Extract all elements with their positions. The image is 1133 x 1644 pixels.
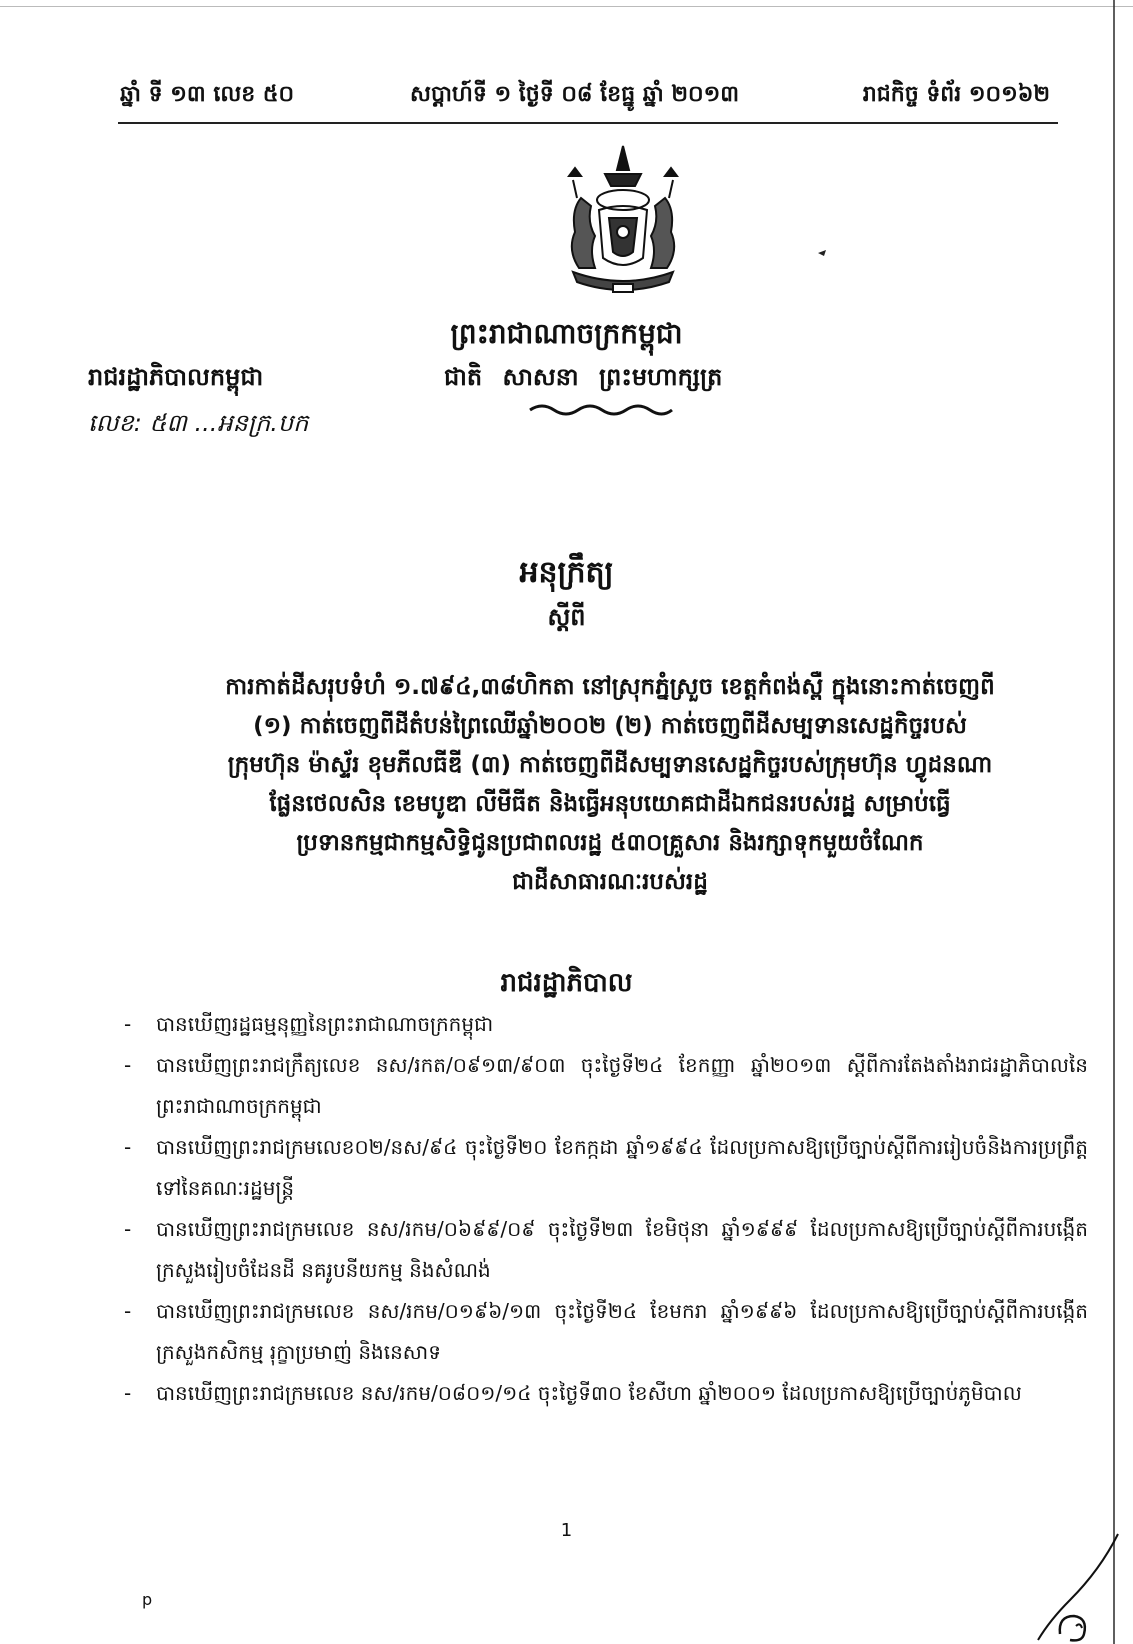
subject-line: ប្រទានកម្មជាកម្មសិទ្ធិជូនប្រជាពលរដ្ឋ ៥៣០គ្រួសារ និងរក្សាទុកមួយចំណែក: [296, 830, 924, 856]
list-item: - បានឃើញព្រះរាជក្រមលេខ នស/រកម/០១៩៦/១៣ ចុះថ្ងៃទី២៤ ខែមករា ឆ្នាំ១៩៩៦ ដែលប្រកាសឱ្យប្រើច្បាប់ស្តីពីការបង្កើតក្រសួងកសិកម្ម រុក្ខាប្រមាញ់ និងនេសាទ: [124, 1291, 1088, 1373]
subject-line: (១) កាត់ចេញពីដីតំបន់ព្រៃឈើឆ្នាំ២០០២ (២) កាត់ចេញពីដីសម្បទានសេដ្ឋកិច្ចរបស់: [253, 713, 967, 739]
list-item: - បានឃើញព្រះរាជក្រឹត្យលេខ នស/រកត/០៩១៣/៩០៣ ចុះថ្ងៃទី២៤ ខែកញ្ញា ឆ្នាំ២០១៣ ស្តីពីការតែងតាំងរាជរដ្ឋាភិបាលនៃព្រះរាជាណាចក្រកម្ពុជា: [124, 1045, 1088, 1127]
subject-line: ការកាត់ដីសរុបទំហំ ១.៧៩៤,៣៨ហិកតា នៅស្រុកភ្នំស្រួច ខេត្តកំពង់ស្ពឺ ក្នុងនោះកាត់ចេញពី: [225, 674, 995, 700]
gazette-page: រាជកិច្ច ទំព័រ ១០១៦២: [862, 82, 1050, 107]
scan-edge-top: [0, 6, 1133, 7]
document-subject: [130, 668, 1090, 902]
gazette-header: [120, 80, 1050, 120]
scan-speck-icon: [816, 247, 828, 259]
document-about-label: ស្តីពី: [547, 603, 586, 631]
section-title: រាជរដ្ឋាភិបាល: [500, 968, 633, 998]
issuing-government: រាជរដ្ឋាភិបាលកម្ពុជា: [88, 363, 264, 391]
document-type: អនុក្រឹត្យ: [519, 555, 614, 590]
list-item: - បានឃើញព្រះរាជក្រមលេខ០២/នស/៩៤ ចុះថ្ងៃទី២០ ខែកក្កដា ឆ្នាំ១៩៩៤ ដែលប្រកាសឱ្យប្រើច្បាប់ស្តីពីការរៀបចំនិងការប្រព្រឹត្តទៅនៃគណៈរដ្ឋមន្ត្រី: [124, 1127, 1088, 1209]
national-motto: ជាតិ សាសនា ព្រះមហាក្សត្រ: [444, 363, 723, 391]
royal-coat-of-arms-icon: [543, 140, 703, 305]
list-item: - បានឃើញព្រះរាជក្រមលេខ នស/រកម/០៦៩៩/០៩ ចុះថ្ងៃទី២៣ ខែមិថុនា ឆ្នាំ១៩៩៩ ដែលប្រកាសឱ្យប្រើច្បាប់ស្តីពីការបង្កើតក្រសួងរៀបចំដែនដី នគរូបនីយកម្ម និងសំណង់: [124, 1209, 1088, 1291]
handwritten-initial-icon: [1030, 1530, 1120, 1644]
kingdom-title: ព្រះរាជាណាចក្រកម្ពុជា: [450, 317, 683, 350]
subject-line: ជាដីសាធារណៈរបស់រដ្ឋ: [512, 869, 708, 895]
gazette-issue: ឆ្នាំ ទី ១៣ លេខ ៥០: [120, 82, 295, 107]
list-item: - បានឃើញរដ្ឋធម្មនុញ្ញនៃព្រះរាជាណាចក្រកម្ពុជា: [124, 1004, 1088, 1045]
ornament-divider-icon: [526, 400, 676, 418]
scan-edge-right: [1113, 0, 1115, 1644]
page-number: 1: [560, 1520, 573, 1541]
subject-line: ក្រុមហ៊ុន ម៉ាស្ទ័រ ខុមភីលធីឌី (៣) កាត់ចេញពីដីសម្បទានសេដ្ឋកិច្ចរបស់ក្រុមហ៊ុន ហ្វូដនណា: [227, 752, 993, 778]
header-divider: [118, 122, 1058, 124]
stray-mark: p: [142, 1590, 153, 1609]
list-item: - បានឃើញព្រះរាជក្រមលេខ នស/រកម/០៨០១/១៤ ចុះថ្ងៃទី៣០ ខែសីហា ឆ្នាំ២០០១ ដែលប្រកាសឱ្យប្រើច្បាប់ភូមិបាល: [124, 1373, 1088, 1414]
gazette-date: សប្តាហ៍ទី ១ ថ្ងៃទី ០៨ ខែធ្នូ ឆ្នាំ ២០១៣: [410, 82, 740, 107]
recitals-list: [124, 1004, 1088, 1414]
reference-number: លេខ: ៥៣ ...អនក្រ.បក: [88, 409, 309, 437]
subject-line: ផ្លែនថេលសិន ខេមបូឌា លីមីធីត និងធ្វើអនុបយោគជាដីឯកជនរបស់រដ្ឋ សម្រាប់ធ្វើ: [269, 791, 951, 817]
